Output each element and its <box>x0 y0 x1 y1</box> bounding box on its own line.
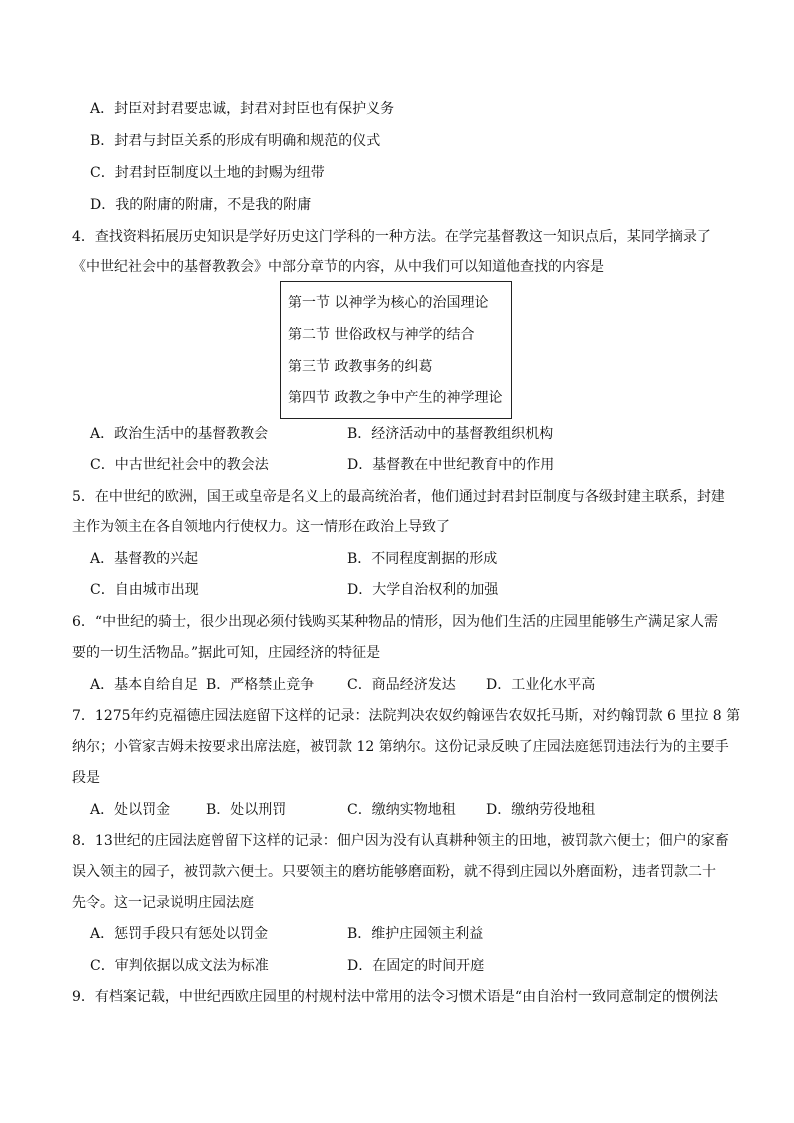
q7-option-d: D．缴纳劳役地租 <box>486 802 596 818</box>
q6-option-c: C．商品经济发达 <box>347 677 456 693</box>
q3-option-b: B．封君与封臣关系的形成有明确和规范的仪式 <box>90 133 381 149</box>
q3-option-d: D．我的附庸的附庸，不是我的附庸 <box>90 197 312 213</box>
q7-option-c: C．缴纳实物地租 <box>347 802 456 818</box>
q4-stem-line2: 《中世纪社会中的基督教教会》中部分章节的内容，从中我们可以知道他查找的内容是 <box>72 259 604 275</box>
q8-stem-line1: 8．13世纪的庄园法庭曾留下这样的记录：佃户因为没有认真耕种领主的田地，被罚款六便士；佃户的家畜 <box>72 833 729 849</box>
q4-box-line-4: 第四节 政教之争中产生的神学理论 <box>288 390 503 406</box>
q4-option-a: A．政治生活中的基督教教会 <box>90 426 269 442</box>
q7-stem-line3: 段是 <box>72 770 100 786</box>
q7-stem-line1: 7．1275年约克福德庄园法庭留下这样的记录：法院判决农奴约翰诬告农奴托马斯，对约翰罚款 6 里拉 8 第 <box>72 708 741 724</box>
q4-stem-line1: 4．查找资料拓展历史知识是学好历史这门学科的一种方法。在学完基督教这一知识点后，某同学摘录了 <box>72 229 711 245</box>
q5-option-d: D．大学自治权利的加强 <box>347 582 499 598</box>
q5-option-a: A．基督教的兴起 <box>90 551 199 567</box>
q6-option-d: D．工业化水平高 <box>486 677 596 693</box>
q8-stem-line2: 误入领主的园子，被罚款六便士。只要领主的磨坊能够磨面粉，就不得到庄园以外磨面粉，违者罚款二十 <box>72 864 716 880</box>
q4-option-d: D．基督教在中世纪教育中的作用 <box>347 457 555 473</box>
q6-stem-line2: 要的一切生活物品。”据此可知，庄园经济的特征是 <box>72 645 381 661</box>
q5-stem-line1: 5．在中世纪的欧洲，国王或皇帝是名义上的最高统治者，他们通过封君封臣制度与各级封建主联系，封建 <box>72 489 725 505</box>
q6-option-b: B．严格禁止竞争 <box>206 677 315 693</box>
q8-option-c: C．审判依据以成文法为标准 <box>90 958 269 974</box>
q5-stem-line2: 主作为领主在各自领地内行使权力。这一情形在政治上导致了 <box>72 519 450 535</box>
q7-option-a: A．处以罚金 <box>90 802 171 818</box>
q7-stem-line2: 纳尔；小管家吉姆未按要求出席法庭，被罚款 12 第纳尔。这份记录反映了庄园法庭惩罚违法行为的主要手 <box>72 739 729 755</box>
q8-stem-line3: 先令。这一记录说明庄园法庭 <box>72 895 254 911</box>
q8-option-b: B．维护庄园领主利益 <box>347 926 484 942</box>
q4-box-line-1: 第一节 以神学为核心的治国理论 <box>288 295 489 311</box>
q4-box-line-2: 第二节 世俗政权与神学的结合 <box>288 327 475 343</box>
q4-chapter-box <box>280 281 512 419</box>
q9-stem-line1: 9．有档案记载，中世纪西欧庄园里的村规村法中常用的法令习惯术语是“由自治村一致同意制定的惯例法 <box>72 989 719 1005</box>
q7-option-b: B．处以刑罚 <box>206 802 287 818</box>
q4-box-line-3: 第三节 政教事务的纠葛 <box>288 359 433 375</box>
q3-option-c: C．封君封臣制度以土地的封赐为纽带 <box>90 165 325 181</box>
q4-option-c: C．中古世纪社会中的教会法 <box>90 457 269 473</box>
q8-option-d: D．在固定的时间开庭 <box>347 958 485 974</box>
q3-option-a: A．封臣对封君要忠诚，封君对封臣也有保护义务 <box>90 101 395 117</box>
q6-option-a: A．基本自给自足 <box>90 677 199 693</box>
q8-option-a: A．惩罚手段只有惩处以罚金 <box>90 926 269 942</box>
q5-option-c: C．自由城市出现 <box>90 582 199 598</box>
q4-option-b: B．经济活动中的基督教组织机构 <box>347 426 554 442</box>
q5-option-b: B．不同程度割据的形成 <box>347 551 498 567</box>
q6-stem-line1: 6．“中世纪的骑士，很少出现必须付钱购买某种物品的情形，因为他们生活的庄园里能够生产满足家人需 <box>72 614 719 630</box>
